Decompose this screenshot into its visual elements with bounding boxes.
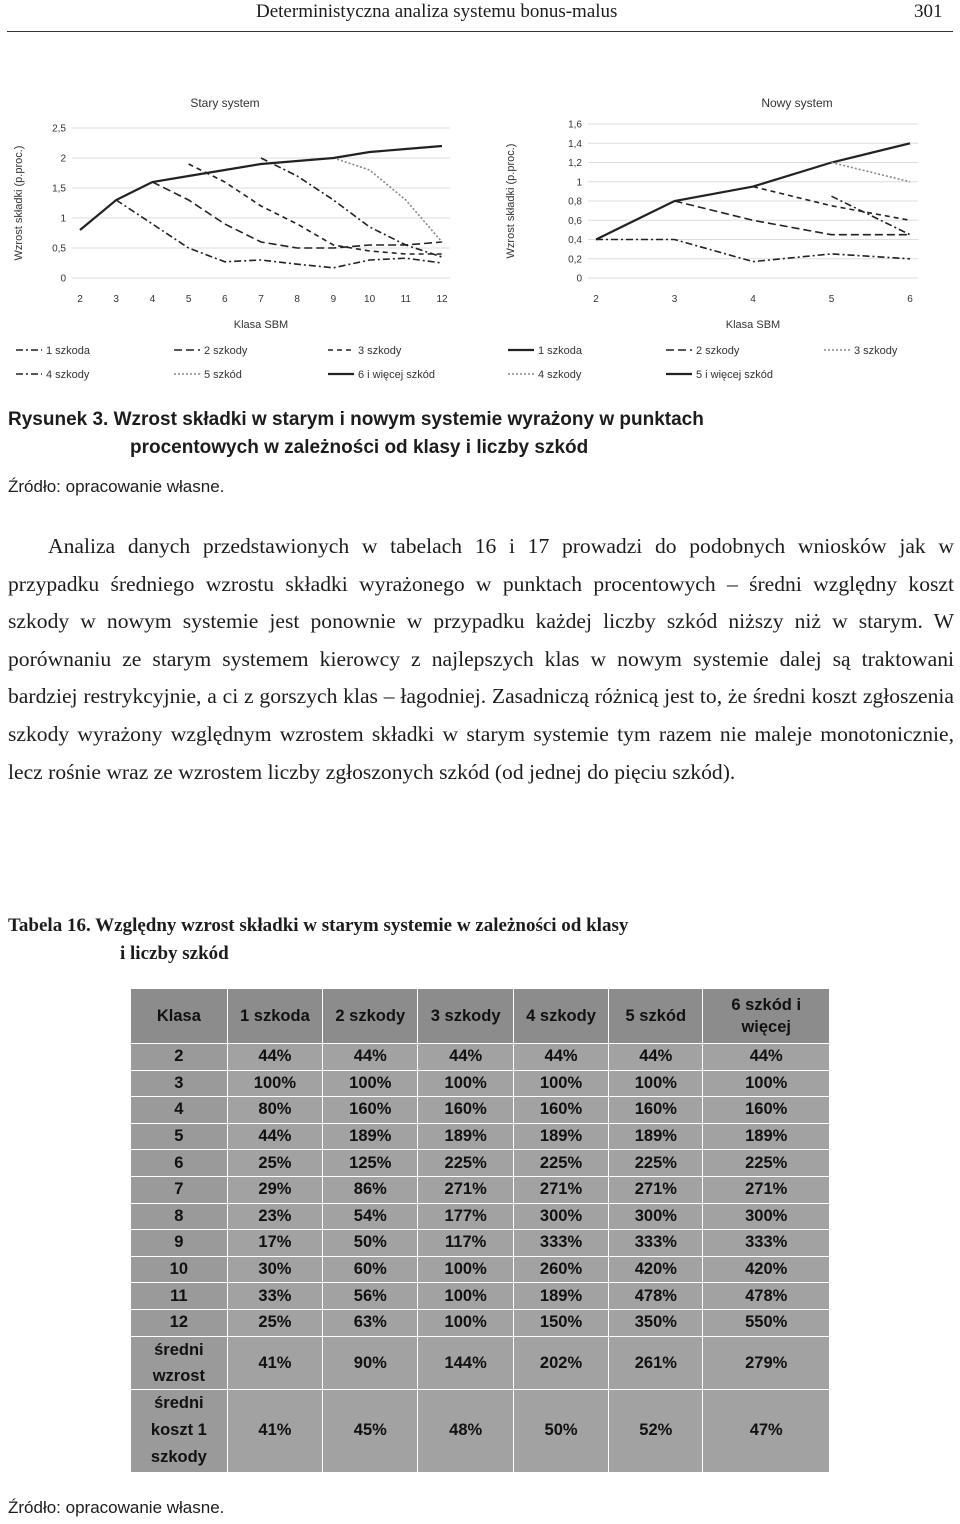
class-cell: 12 (131, 1309, 228, 1336)
table-cell: 25% (227, 1309, 322, 1336)
series-line (152, 182, 442, 248)
table-cell: 30% (227, 1256, 322, 1283)
header-cell: 6 szkód i więcej (703, 989, 830, 1044)
series-line (189, 164, 442, 254)
table-cell: 100% (418, 1309, 513, 1336)
figure-caption-line2: procentowych w zależności od klasy i liczby szkód (130, 437, 589, 458)
table-cell: 225% (513, 1150, 608, 1177)
chart-new-system (500, 88, 950, 388)
series-line (261, 158, 442, 257)
table-cell: 160% (323, 1097, 418, 1124)
class-cell: 2 (131, 1044, 228, 1071)
table-cell: 100% (703, 1070, 830, 1097)
table-cell: 100% (513, 1070, 608, 1097)
legend-label: 1 szkoda (46, 345, 91, 357)
legend-label: 5 szkód (204, 369, 242, 381)
table-row (131, 1283, 830, 1310)
x-tick-label: 4 (149, 294, 156, 305)
series-line (116, 200, 442, 268)
table-cell: 271% (703, 1176, 830, 1203)
table-cell: 189% (513, 1123, 608, 1150)
y-tick-label: 1,2 (568, 158, 582, 169)
y-axis-label: Wzrost składki (p.proc.) (505, 143, 517, 259)
table-row (131, 1176, 830, 1203)
table-cell: 44% (513, 1044, 608, 1071)
table-cell: 117% (418, 1230, 513, 1257)
table-cell: 420% (703, 1256, 830, 1283)
table-cell: 177% (418, 1203, 513, 1230)
table-cell: 41% (227, 1336, 322, 1389)
y-tick-label: 1,5 (52, 183, 66, 195)
table-cell: 160% (609, 1097, 703, 1124)
table-cell: 160% (703, 1097, 830, 1124)
table-cell: 47% (703, 1389, 830, 1472)
x-tick-label: 10 (364, 294, 376, 305)
table-cell: 23% (227, 1203, 322, 1230)
y-tick-label: 1 (60, 213, 66, 225)
table-caption (8, 912, 628, 968)
y-tick-label: 0,6 (568, 215, 582, 227)
table-cell: 160% (418, 1097, 513, 1124)
table-cell: 100% (609, 1070, 703, 1097)
table-cell: 86% (323, 1176, 418, 1203)
chart-title: Nowy system (761, 96, 833, 110)
y-tick-label: 0 (60, 273, 66, 285)
table-cell: 189% (323, 1123, 418, 1150)
x-axis-label: Klasa SBM (725, 319, 781, 331)
table-cell: 225% (418, 1150, 513, 1177)
table-cell: 189% (513, 1283, 608, 1310)
class-cell: 6 (131, 1150, 228, 1177)
table-cell: 202% (513, 1336, 608, 1389)
x-axis-label: Klasa SBM (233, 319, 289, 331)
table-cell: 17% (227, 1230, 322, 1257)
page-number: 301 (914, 1, 943, 22)
table-row (131, 1044, 830, 1071)
table-caption-line2: i liczby szkód (120, 943, 229, 964)
table-cell: 478% (609, 1283, 703, 1310)
table-row (131, 1203, 830, 1230)
x-tick-label: 11 (400, 294, 411, 305)
legend-label: 4 szkody (538, 369, 582, 381)
class-cell: 11 (131, 1283, 228, 1310)
legend-label: 2 szkody (696, 345, 740, 357)
table-cell: 261% (609, 1336, 703, 1389)
class-cell: 8 (131, 1203, 228, 1230)
table-cell: 420% (609, 1256, 703, 1283)
table-cell: 271% (418, 1176, 513, 1203)
table-cell: 144% (418, 1336, 513, 1389)
x-tick-label: 3 (113, 294, 119, 305)
table-cell: 100% (227, 1070, 322, 1097)
table-cell: 125% (323, 1150, 418, 1177)
table-cell: 300% (513, 1203, 608, 1230)
table-cell: 189% (418, 1123, 513, 1150)
class-cell: 9 (131, 1230, 228, 1257)
class-cell: 10 (131, 1256, 228, 1283)
y-tick-label: 0,2 (568, 254, 582, 266)
x-tick-label: 4 (750, 294, 756, 305)
x-tick-label: 2 (593, 294, 599, 305)
table-cell: 50% (513, 1389, 608, 1472)
table-cell: 29% (227, 1176, 322, 1203)
table-cell: 225% (703, 1150, 830, 1177)
cost-row (131, 1389, 830, 1472)
table-cell: 80% (227, 1097, 322, 1124)
table-cell: 225% (609, 1150, 703, 1177)
y-tick-label: 0,8 (568, 196, 582, 208)
legend-label: 3 szkody (358, 345, 402, 357)
chart-old-system-svg (8, 88, 478, 388)
table-cell: 52% (609, 1389, 703, 1472)
table-cell: 41% (227, 1389, 322, 1472)
class-cell: 5 (131, 1123, 228, 1150)
y-tick-label: 0 (576, 273, 582, 285)
y-tick-label: 2,5 (52, 123, 66, 135)
paragraph: Analiza danych przedstawionych w tabelach 16 i 17 prowadzi do podobnych wniosków jak w przypadku średniego wzrostu składki wyrażonego w punktach procentowych – średni względny koszt szkody w nowym systemie jest ponownie w przypadku każdej liczby szkód niższy niż w starym. W porównaniu ze starym systemem kierowcy z najlepszych klas w nowym systemie dalej są traktowani bardziej restrykcyjnie, a ci z gorszych klas – łagodniej. Zasadniczą różnicą jest to, że średni koszt zgłoszenia szkody wyrażony względnym wzrostem składki w starym systemie tym razem nie maleje monotonicznie, lecz rośnie wraz ze wzrostem liczby zgłoszonych szkód (od jednej do pięciu szkód). (8, 534, 954, 784)
class-cell: 3 (131, 1070, 228, 1097)
table-row (131, 1309, 830, 1336)
table-cell: 550% (703, 1309, 830, 1336)
table-cell: 189% (609, 1123, 703, 1150)
table-cell: 44% (227, 1044, 322, 1071)
running-title: Deterministyczna analiza systemu bonus-malus (256, 1, 618, 22)
table-cell: 300% (703, 1203, 830, 1230)
running-header (0, 0, 960, 36)
chart-title: Stary system (190, 96, 260, 110)
table-cell: 60% (323, 1256, 418, 1283)
y-tick-label: 2 (60, 153, 66, 165)
table-cell: 100% (418, 1070, 513, 1097)
x-tick-label: 8 (294, 294, 300, 305)
table-cell: 300% (609, 1203, 703, 1230)
table-cell: 50% (323, 1230, 418, 1257)
series-line (832, 163, 911, 182)
chart-old-system (8, 88, 478, 388)
legend-label: 1 szkoda (538, 345, 583, 357)
table-cell: 271% (513, 1176, 608, 1203)
table-cell: 54% (323, 1203, 418, 1230)
header-cell: 5 szkód (609, 989, 703, 1044)
x-tick-label: 6 (907, 294, 913, 305)
y-tick-label: 1,4 (568, 138, 582, 150)
table-cell: 56% (323, 1283, 418, 1310)
series-line (333, 158, 442, 242)
x-tick-label: 6 (222, 294, 228, 305)
figure-source: Źródło: opracowanie własne. (8, 477, 225, 496)
table-cell: 90% (323, 1336, 418, 1389)
x-tick-label: 9 (330, 294, 337, 305)
series-line (832, 196, 911, 235)
y-tick-label: 1 (576, 177, 582, 189)
table-cell: 44% (227, 1123, 322, 1150)
x-tick-label: 5 (185, 294, 192, 305)
table-cell: 260% (513, 1256, 608, 1283)
legend-label: 5 i więcej szkód (696, 369, 774, 381)
figure-caption (8, 406, 704, 462)
table-cell: 100% (418, 1256, 513, 1283)
x-tick-label: 3 (671, 294, 678, 305)
header-rule (7, 31, 953, 32)
table-cell: 150% (513, 1309, 608, 1336)
table-cell: 44% (703, 1044, 830, 1071)
legend-label: 4 szkody (46, 369, 90, 381)
header-cell: 3 szkody (418, 989, 513, 1044)
table-cell: 45% (323, 1389, 418, 1472)
figure-caption-line1: Wzrost składki w starym i nowym systemie wyrażony w punktach (113, 409, 704, 430)
table-header-row (131, 989, 830, 1044)
row-label-cell: średni koszt 1 szkody (131, 1389, 228, 1472)
y-tick-label: 1,6 (568, 119, 582, 131)
legend-label: 6 i więcej szkód (358, 369, 436, 381)
y-tick-label: 0,5 (52, 243, 66, 255)
x-tick-label: 2 (77, 294, 83, 305)
table-cell: 271% (609, 1176, 703, 1203)
table-source: Źródło: opracowanie własne. (8, 1498, 225, 1517)
y-axis-label: Wzrost składki (p.proc.) (13, 145, 25, 261)
x-tick-label: 5 (828, 294, 835, 305)
table-row (131, 1097, 830, 1124)
table-cell: 25% (227, 1150, 322, 1177)
table-cell: 333% (609, 1230, 703, 1257)
table-row (131, 1070, 830, 1097)
average-row (131, 1336, 830, 1389)
table-cell: 44% (418, 1044, 513, 1071)
header-cell: 2 szkody (323, 989, 418, 1044)
legend-label: 3 szkody (854, 345, 898, 357)
header-cell: 1 szkoda (227, 989, 322, 1044)
data-table (130, 988, 830, 1473)
table-cell: 33% (227, 1283, 322, 1310)
class-cell: 4 (131, 1097, 228, 1124)
table-cell: 44% (609, 1044, 703, 1071)
y-tick-label: 0,4 (568, 235, 582, 246)
table-cell: 44% (323, 1044, 418, 1071)
table-cell: 350% (609, 1309, 703, 1336)
table-row (131, 1123, 830, 1150)
table-cell: 279% (703, 1336, 830, 1389)
series-line (753, 187, 910, 221)
table-row (131, 1230, 830, 1257)
table-cell: 100% (418, 1283, 513, 1310)
table-cell: 48% (418, 1389, 513, 1472)
table-row (131, 1256, 830, 1283)
figure-label: Rysunek 3. (8, 409, 109, 430)
legend-label: 2 szkody (204, 345, 248, 357)
table-cell: 333% (703, 1230, 830, 1257)
table-cell: 478% (703, 1283, 830, 1310)
table-cell: 63% (323, 1309, 418, 1336)
table-cell: 160% (513, 1097, 608, 1124)
header-cell: Klasa (131, 989, 228, 1044)
table-cell: 333% (513, 1230, 608, 1257)
row-label-cell: średni wzrost (131, 1336, 228, 1389)
table-cell: 100% (323, 1070, 418, 1097)
table-row (131, 1150, 830, 1177)
table-cell: 189% (703, 1123, 830, 1150)
chart-new-system-svg (500, 88, 950, 388)
x-tick-label: 7 (258, 294, 264, 305)
body-text (8, 528, 954, 791)
table-label: Tabela 16. (8, 915, 91, 936)
series-line (596, 143, 910, 239)
x-tick-label: 12 (436, 294, 448, 305)
header-cell: 4 szkody (513, 989, 608, 1044)
class-cell: 7 (131, 1176, 228, 1203)
table-caption-line1: Względny wzrost składki w starym systemie w zależności od klasy (95, 915, 629, 936)
